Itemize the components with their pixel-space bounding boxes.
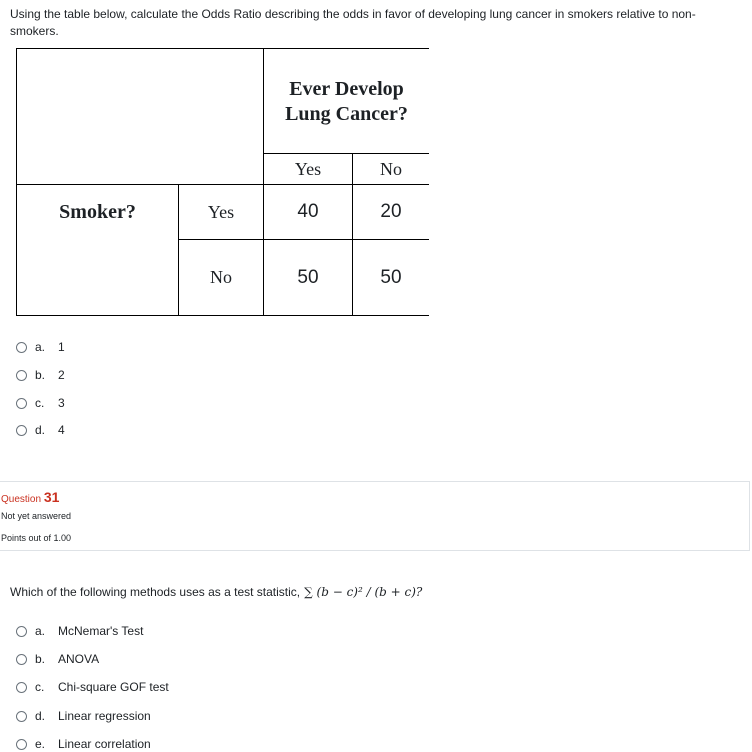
question-number: Question 31 <box>1 489 60 505</box>
radio-button[interactable] <box>16 682 27 693</box>
exposure-header: Smoker? <box>59 200 136 223</box>
cell-smoker-yes-cancer-no: 20 <box>380 201 402 222</box>
answer-option-d[interactable]: d. 4 <box>16 422 65 438</box>
test-statistic-formula: ∑ (b − c)² / (b + c)? <box>304 585 423 599</box>
radio-button[interactable] <box>16 739 27 750</box>
cell-smoker-no-cancer-yes: 50 <box>297 266 319 288</box>
outcome-no-header: No <box>380 158 402 179</box>
question-30-text: Using the table below, calculate the Odds Ratio describing the odds in favor of developing lung cancer in smokers relative to non-smokers. <box>10 7 696 38</box>
radio-button[interactable] <box>16 342 27 353</box>
question-marks: Points out of 1.00 <box>1 533 72 543</box>
answer-option-b[interactable]: b. 2 <box>16 367 65 383</box>
answer-option-a[interactable]: a. 1 <box>16 339 65 355</box>
contingency-table <box>16 48 429 316</box>
answer-option-a[interactable]: a. McNemar's Test <box>16 623 143 639</box>
exposure-yes-label: Yes <box>207 201 235 222</box>
question-info-box <box>0 481 750 551</box>
cell-smoker-no-cancer-no: 50 <box>380 266 402 288</box>
radio-button[interactable] <box>16 626 27 637</box>
answer-option-c[interactable]: c. Chi-square GOF test <box>16 679 169 695</box>
radio-button[interactable] <box>16 711 27 722</box>
outcome-yes-header: Yes <box>294 158 322 179</box>
answer-option-d[interactable]: d. Linear regression <box>16 708 151 724</box>
question-state: Not yet answered <box>1 511 72 521</box>
radio-button[interactable] <box>16 425 27 436</box>
answer-option-c[interactable]: c. 3 <box>16 395 65 411</box>
question-31-text: Which of the following methods uses as a test statistic, ∑ (b − c)² / (b + c)? <box>10 585 423 599</box>
answer-option-b[interactable]: b. ANOVA <box>16 651 99 667</box>
answer-option-e[interactable]: e. Linear correlation <box>16 736 151 752</box>
outcome-header: Ever Develop Lung Cancer? <box>285 78 408 125</box>
cell-smoker-yes-cancer-yes: 40 <box>297 201 319 222</box>
exposure-no-label: No <box>210 267 232 287</box>
radio-button[interactable] <box>16 370 27 381</box>
radio-button[interactable] <box>16 398 27 409</box>
radio-button[interactable] <box>16 654 27 665</box>
